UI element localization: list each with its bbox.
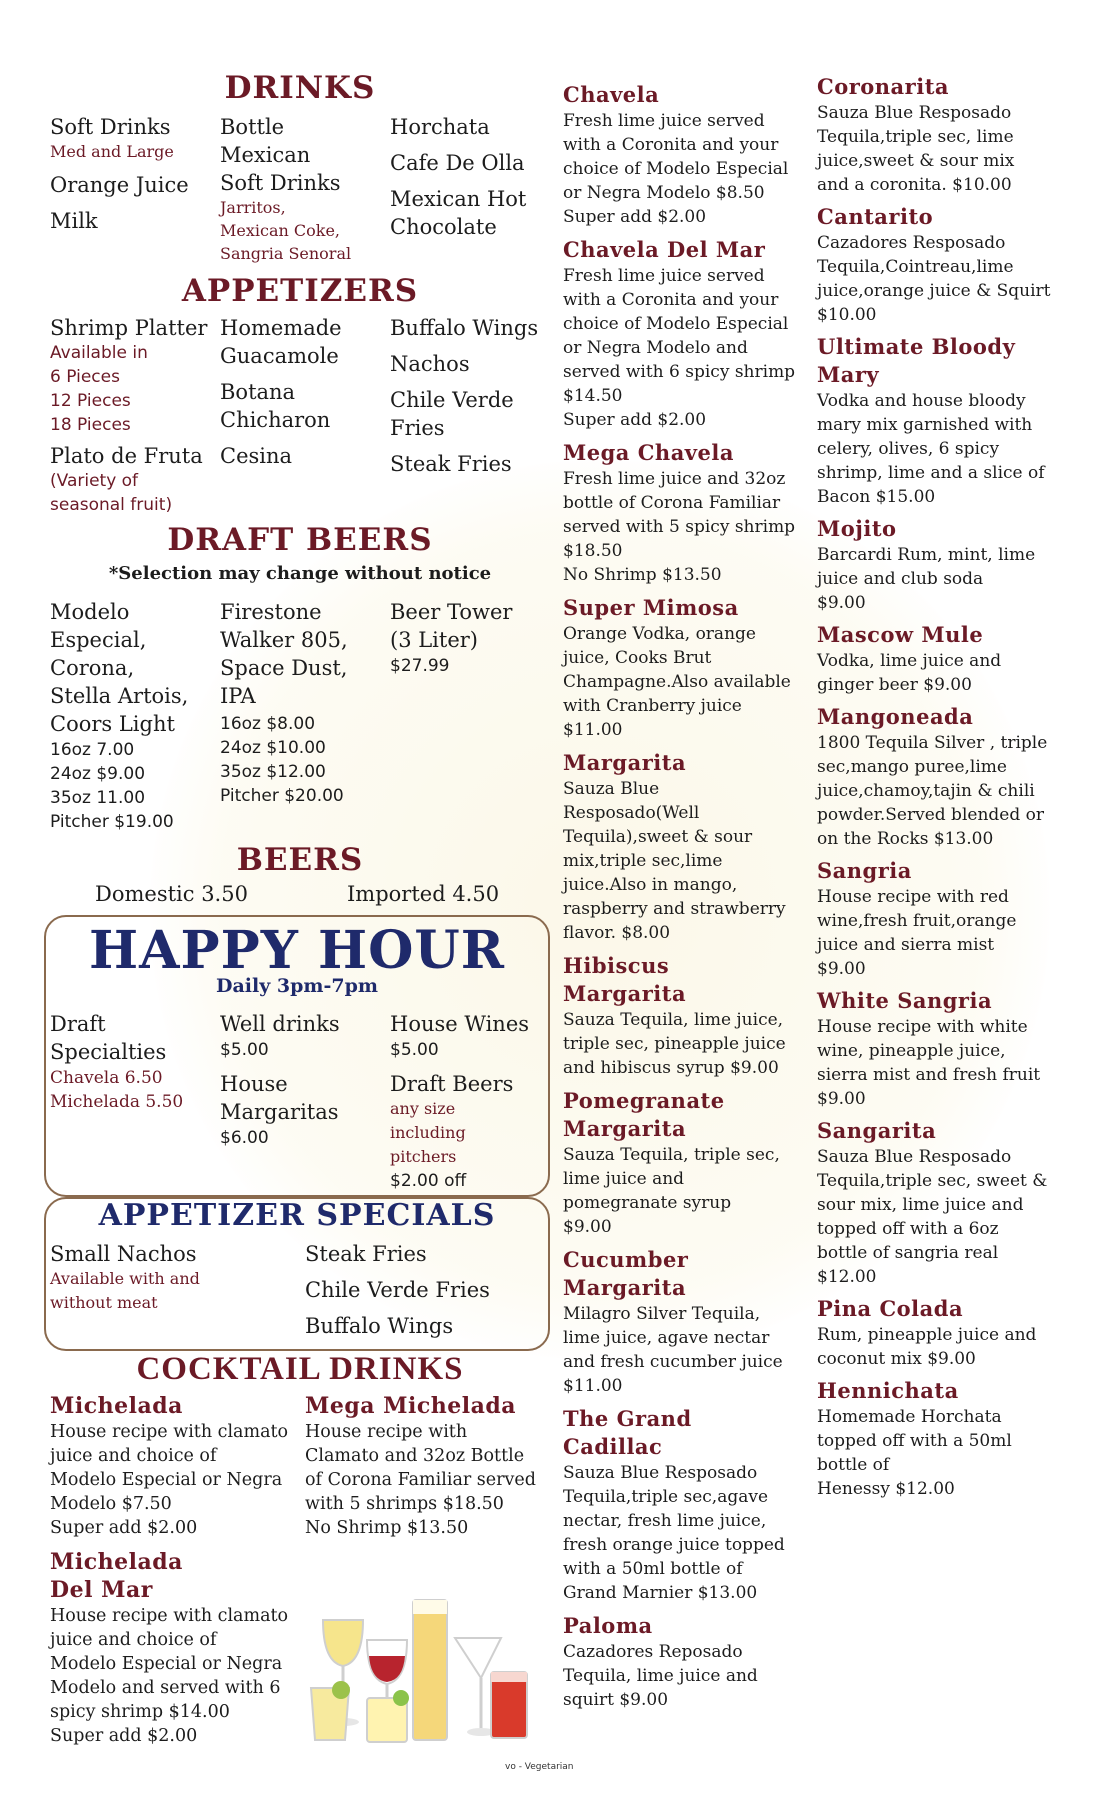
cocktail-item bbox=[563, 594, 833, 742]
cocktail-item-name: Sangarita bbox=[817, 1118, 937, 1143]
cocktail-item-desc: $9.00 bbox=[817, 1089, 866, 1109]
drinks-soft-drinks: Soft Drinks bbox=[50, 115, 171, 139]
drinks-cafe-de-olla: Cafe De Olla bbox=[390, 151, 525, 175]
cocktail-item-desc: juice and sierra mist bbox=[817, 935, 995, 955]
hh-chavela-text: Chavela 6.50 bbox=[50, 1068, 163, 1088]
cocktail-item-desc: Fresh lime juice served bbox=[563, 111, 765, 131]
cocktail-item-desc: or Negra Modelo $8.50 bbox=[563, 183, 765, 203]
cocktail-item-name: Super Mimosa bbox=[563, 595, 739, 620]
cocktail-item-desc: Bacon $15.00 bbox=[817, 487, 936, 507]
beers-title: BEERS bbox=[236, 842, 364, 878]
cocktail-item bbox=[563, 749, 833, 945]
cocktail-item-desc: bottle of sangria real bbox=[817, 1243, 999, 1263]
cocktail-item-desc: on the Rocks $13.00 bbox=[817, 829, 994, 849]
draft-ipa: IPA bbox=[220, 684, 256, 708]
cocktail-item-desc: $9.00 bbox=[817, 593, 866, 613]
happy-hour-title: HAPPY HOUR bbox=[89, 920, 505, 981]
cocktail-item-desc: juice,chamoy,tajin & chili bbox=[817, 781, 1035, 801]
hh-specialties: Specialties bbox=[50, 1040, 167, 1064]
cocktail-column-3 bbox=[563, 81, 833, 1719]
cocktail-item-desc: topped off with a 6oz bbox=[817, 1219, 999, 1239]
cocktail-item bbox=[817, 857, 1107, 981]
cocktail-item-desc: Resposado(Well bbox=[563, 803, 700, 823]
hh-including: including bbox=[390, 1123, 466, 1142]
cocktail-item-desc: choice of Modelo Especial bbox=[563, 159, 789, 179]
appetizers-title: APPETIZERS bbox=[181, 273, 419, 309]
cocktail-item bbox=[817, 1295, 1107, 1371]
hh-well-price: $5.00 bbox=[220, 1040, 269, 1060]
shrimp-available: Available in bbox=[50, 343, 148, 363]
cocktail-item-desc: served with 5 spicy shrimp bbox=[563, 517, 796, 537]
hh-house-wines-price: $5.00 bbox=[390, 1040, 439, 1060]
draft-col2-price-pitcher: Pitcher $20.00 bbox=[220, 786, 344, 806]
cocktail-item-desc: juice.Also in mango, bbox=[563, 875, 738, 895]
cocktail-item-desc: $10.00 bbox=[817, 305, 877, 325]
drinks-jarritos: Jarritos, bbox=[220, 198, 286, 217]
cocktail-item-name: Pina Colada bbox=[817, 1296, 964, 1321]
cocktail-item-desc: Cazadores Resposado bbox=[817, 233, 1006, 253]
cocktail-item-desc: powder.Served blended or bbox=[817, 805, 1044, 825]
drinks-horchata: Horchata bbox=[390, 115, 490, 139]
beers-imported: Imported 4.50 bbox=[347, 882, 500, 906]
cocktail-mdm-desc-1: House recipe with clamato bbox=[50, 1606, 289, 1626]
draft-firestone: Firestone bbox=[220, 600, 322, 624]
cocktail-item-desc: lime juice and bbox=[563, 1169, 685, 1189]
draft-col2-price-35: 35oz $12.00 bbox=[220, 762, 326, 782]
cocktail-michelada-desc-2: juice and choice of bbox=[50, 1446, 217, 1466]
draft-stella: Stella Artois, bbox=[50, 684, 189, 708]
appetizer-specials-title: APPETIZER SPECIALS bbox=[98, 1198, 496, 1233]
cocktail-item-name: Chavela Del Mar bbox=[563, 237, 766, 262]
cocktail-item-desc: wine,fresh fruit,orange bbox=[817, 911, 1017, 931]
shrimp-6: 6 Pieces bbox=[50, 367, 120, 387]
cocktail-item-desc: $14.50 bbox=[563, 386, 623, 406]
draft-note: *Selection may change without notice bbox=[108, 563, 492, 584]
cocktail-item-desc: celery, olives, 6 spicy bbox=[817, 439, 1000, 459]
appetizer-chile-verde: Chile Verde bbox=[390, 388, 514, 412]
cocktail-item-desc: Milagro Silver Tequila, bbox=[563, 1304, 761, 1324]
cocktail-item-desc: and a coronita. $10.00 bbox=[817, 175, 1012, 195]
cocktail-item-name: Hennichata bbox=[817, 1378, 959, 1403]
cocktail-item-desc: mary mix garnished with bbox=[817, 415, 1033, 435]
specials-without-meat: without meat bbox=[50, 1293, 158, 1312]
cocktail-item-desc: juice,orange juice & Squirt bbox=[817, 281, 1051, 301]
draft-beer-tower: Beer Tower bbox=[390, 600, 513, 624]
fruta-seasonal: seasonal fruit) bbox=[50, 495, 173, 515]
drinks-mexican: Mexican bbox=[220, 143, 311, 167]
cocktail-item-extra: No Shrimp $13.50 bbox=[563, 565, 722, 585]
drinks-mexican-hot: Mexican Hot bbox=[390, 187, 527, 211]
cocktail-item-name: Mega Chavela bbox=[563, 440, 734, 465]
cocktail-item bbox=[817, 515, 1107, 615]
specials-small-nachos: Small Nachos bbox=[50, 1242, 197, 1266]
draft-beers-title: DRAFT BEERS bbox=[167, 522, 433, 558]
cocktail-item-desc: Sauza Blue Resposado bbox=[563, 1463, 758, 1483]
cocktail-michelada-del-mar-title-2: Del Mar bbox=[50, 1577, 153, 1603]
cocktail-item-desc: Orange Vodka, orange bbox=[563, 624, 756, 644]
hh-margaritas-price: $6.00 bbox=[220, 1128, 269, 1148]
cocktail-item bbox=[817, 703, 1107, 851]
drinks-sangria-senoral: Sangria Senoral bbox=[220, 244, 352, 263]
cocktail-michelada-desc-3: Modelo Especial or Negra bbox=[50, 1470, 283, 1490]
cocktail-item-desc: choice of Modelo Especial bbox=[563, 314, 789, 334]
cocktail-item-desc: Tequila),sweet & sour bbox=[563, 827, 753, 847]
cocktail-item-name: Hibiscus bbox=[563, 953, 670, 978]
appetizer-steak-fries: Steak Fries bbox=[390, 452, 512, 476]
cocktail-item-name: Mary bbox=[817, 362, 880, 387]
cocktail-item-desc: topped off with a 50ml bbox=[817, 1431, 1012, 1451]
cocktail-item-desc: Champagne.Also available bbox=[563, 672, 791, 692]
shrimp-12: 12 Pieces bbox=[50, 391, 131, 411]
cocktail-item-desc: pomegranate syrup bbox=[563, 1193, 732, 1213]
cocktail-item-desc: shrimp, lime and a slice of bbox=[817, 463, 1045, 483]
cocktail-item-desc: bottle of Corona Familiar bbox=[563, 493, 781, 513]
cocktail-item bbox=[563, 236, 833, 432]
cocktail-item-name: Coronarita bbox=[817, 74, 950, 99]
draft-col1-price-pitcher: Pitcher $19.00 bbox=[50, 812, 174, 832]
cocktail-item-desc: Tequila,triple sec, lime bbox=[817, 127, 1014, 147]
cocktail-item-desc: Fresh lime juice and 32oz bbox=[563, 469, 786, 489]
cocktail-item-name: Margarita bbox=[563, 1116, 687, 1141]
cocktail-item-desc: served with 6 spicy shrimp bbox=[563, 362, 796, 382]
cocktail-mdm-desc-4: Modelo and served with 6 bbox=[50, 1678, 281, 1698]
cocktail-item-desc: mix,triple sec,lime bbox=[563, 851, 723, 871]
cocktail-item-desc: Sauza Blue bbox=[563, 779, 660, 799]
cocktail-item-name: Cadillac bbox=[563, 1434, 663, 1459]
appetizer-nachos: Nachos bbox=[390, 352, 470, 376]
appetizer-cesina: Cesina bbox=[220, 444, 293, 468]
cocktail-item bbox=[563, 439, 833, 587]
cocktail-item-desc: Vodka and house bloody bbox=[817, 391, 1026, 411]
draft-col1-price-24: 24oz $9.00 bbox=[50, 764, 146, 784]
specials-available: Available with and bbox=[50, 1269, 200, 1288]
cocktail-item bbox=[563, 1405, 833, 1605]
cocktail-item-desc: coconut mix $9.00 bbox=[817, 1349, 976, 1369]
cocktail-mdm-desc-5: spicy shrimp $14.00 bbox=[50, 1702, 230, 1722]
drinks-chocolate: Chocolate bbox=[390, 215, 497, 239]
appetizer-shrimp-platter: Shrimp Platter bbox=[50, 316, 208, 340]
appetizer-chicharon: Chicharon bbox=[220, 408, 331, 432]
cocktail-column-4 bbox=[817, 73, 1107, 1507]
draft-space-dust: Space Dust, bbox=[220, 656, 348, 680]
cocktail-item-desc: lime juice, agave nectar bbox=[563, 1328, 770, 1348]
appetizer-buffalo-wings: Buffalo Wings bbox=[390, 316, 539, 340]
cocktail-michelada-title: Michelada bbox=[50, 1393, 183, 1419]
hh-michelada bbox=[50, 1090, 183, 1114]
cocktail-item-desc: with a 50ml bottle of bbox=[563, 1559, 743, 1579]
cocktail-item-desc: or Negra Modelo and bbox=[563, 338, 748, 358]
cocktail-item bbox=[563, 952, 833, 1080]
cocktail-item-name: Cucumber bbox=[563, 1247, 689, 1272]
cocktail-item-desc: Tequila,triple sec,agave bbox=[563, 1487, 769, 1507]
cocktail-item-desc: Vodka, lime juice and bbox=[817, 651, 1002, 671]
cocktail-item bbox=[563, 1087, 833, 1239]
cocktail-michelada-extra: Super add $2.00 bbox=[50, 1518, 198, 1538]
happy-hour-subtitle: Daily 3pm-7pm bbox=[216, 975, 378, 997]
cocktail-item-name: Margarita bbox=[563, 1275, 687, 1300]
drinks-milk: Milk bbox=[50, 209, 98, 233]
cocktail-mdm-desc-3: Modelo Especial or Negra bbox=[50, 1654, 283, 1674]
cocktail-item-desc: juice and club soda bbox=[817, 569, 984, 589]
cocktail-michelada-desc-4: Modelo $7.50 bbox=[50, 1494, 172, 1514]
cocktail-item-desc: Fresh lime juice served bbox=[563, 266, 765, 286]
cocktail-item-name: Paloma bbox=[563, 1613, 653, 1638]
cocktail-item-desc: 1800 Tequila Silver , triple bbox=[817, 733, 1048, 753]
cocktail-item-name: Sangria bbox=[817, 858, 912, 883]
cocktail-item-desc: sec,mango puree,lime bbox=[817, 757, 1007, 777]
cocktail-item-desc: Sauza Tequila, triple sec, bbox=[563, 1145, 780, 1165]
cocktail-item-desc: Grand Marnier $13.00 bbox=[563, 1583, 758, 1603]
appetizer-homemade: Homemade bbox=[220, 316, 342, 340]
draft-especial: Especial, bbox=[50, 628, 147, 652]
cocktail-item bbox=[563, 81, 833, 229]
cocktail-item-desc: and hibiscus syrup $9.00 bbox=[563, 1058, 779, 1078]
cocktail-item-desc: bottle of bbox=[817, 1455, 890, 1475]
cocktail-item-desc: House recipe with white bbox=[817, 1017, 1028, 1037]
cocktail-item-name: Cantarito bbox=[817, 204, 934, 229]
cocktail-item bbox=[817, 987, 1107, 1111]
cocktail-item-desc: wine, pineapple juice, bbox=[817, 1041, 1006, 1061]
cocktail-item-desc: and fresh cucumber juice bbox=[563, 1352, 783, 1372]
cocktail-item-name: Margarita bbox=[563, 750, 687, 775]
cocktail-item-desc: Tequila,triple sec, sweet & bbox=[817, 1171, 1048, 1191]
hh-draft-price: $2.00 off bbox=[390, 1171, 467, 1191]
hh-house: House bbox=[220, 1072, 288, 1096]
shrimp-18: 18 Pieces bbox=[50, 415, 131, 435]
cocktail-item-desc: flavor. $8.00 bbox=[563, 923, 671, 943]
cocktail-item bbox=[817, 1377, 1107, 1501]
appetizer-botana: Botana bbox=[220, 380, 296, 404]
cocktail-item-desc: squirt $9.00 bbox=[563, 1690, 669, 1710]
cocktail-item-desc: fresh orange juice topped bbox=[563, 1535, 785, 1555]
cocktail-item-desc: Cazadores Reposado bbox=[563, 1642, 743, 1662]
cocktail-item-desc: Sauza Blue Resposado bbox=[817, 1147, 1012, 1167]
cocktail-item-desc: $12.00 bbox=[817, 1267, 877, 1287]
cocktail-mdm-extra: Super add $2.00 bbox=[50, 1726, 198, 1746]
cocktail-item-desc: $11.00 bbox=[563, 1376, 623, 1396]
cocktail-item-name: Mangoneada bbox=[817, 704, 974, 729]
draft-coors: Coors Light bbox=[50, 712, 175, 736]
cocktail-item-desc: with Cranberry juice bbox=[563, 696, 742, 716]
cocktail-michelada-del-mar-title-1: Michelada bbox=[50, 1549, 183, 1575]
cocktail-item-desc: Tequila,Cointreau,lime bbox=[817, 257, 1014, 277]
draft-col1-price-35: 35oz 11.00 bbox=[50, 788, 146, 808]
cocktail-item-name: The Grand bbox=[563, 1406, 692, 1431]
cocktail-item bbox=[817, 203, 1107, 327]
cocktail-item-desc: ginger beer $9.00 bbox=[817, 675, 972, 695]
cocktail-item-desc: nectar, fresh lime juice, bbox=[563, 1511, 767, 1531]
hh-draft: Draft bbox=[50, 1012, 106, 1036]
draft-col1-price-16: 16oz 7.00 bbox=[50, 740, 135, 760]
draft-col2-price-16: 16oz $8.00 bbox=[220, 714, 316, 734]
cocktail-item-desc: Henessy $12.00 bbox=[817, 1479, 955, 1499]
drinks-orange-juice: Orange Juice bbox=[50, 173, 189, 197]
cocktail-item-name: White Sangria bbox=[817, 988, 993, 1013]
hh-any-size: any size bbox=[390, 1099, 456, 1118]
drinks-bottle: Bottle bbox=[220, 115, 285, 139]
cocktail-mega-michelada-desc-1: House recipe with bbox=[305, 1422, 468, 1442]
cocktail-item bbox=[817, 621, 1107, 697]
hh-pitchers: pitchers bbox=[390, 1147, 457, 1166]
cocktail-mega-michelada-desc-2: Clamato and 32oz Bottle bbox=[305, 1446, 525, 1466]
cocktail-michelada-desc-1: House recipe with clamato bbox=[50, 1422, 289, 1442]
draft-modelo: Modelo bbox=[50, 600, 130, 624]
cocktail-item-desc: with a Coronita and your bbox=[563, 135, 779, 155]
cocktail-mdm-desc-2: juice and choice of bbox=[50, 1630, 217, 1650]
cocktail-mega-michelada-title: Mega Michelada bbox=[305, 1393, 516, 1419]
cocktail-item-name: Margarita bbox=[563, 981, 687, 1006]
draft-3-liter: (3 Liter) bbox=[390, 628, 478, 652]
hh-chavela bbox=[50, 1066, 163, 1090]
cocktail-item-desc: Sauza Blue Resposado bbox=[817, 103, 1012, 123]
cocktail-mega-michelada-extra: No Shrimp $13.50 bbox=[305, 1518, 469, 1538]
drinks-title: DRINKS bbox=[224, 70, 376, 106]
cocktail-item-desc: House recipe with red bbox=[817, 887, 1009, 907]
specials-steak-fries: Steak Fries bbox=[305, 1242, 427, 1266]
cocktail-item-desc: $18.50 bbox=[563, 541, 623, 561]
cocktail-title: COCKTAIL DRINKS bbox=[136, 1351, 464, 1387]
appetizer-guacamole: Guacamole bbox=[220, 344, 339, 368]
cocktail-item-desc: Tequila, lime juice and bbox=[563, 1666, 758, 1686]
cocktail-item-desc: triple sec, pineapple juice bbox=[563, 1034, 786, 1054]
draft-beer-tower-price: $27.99 bbox=[390, 656, 450, 676]
cocktail-item-name: Chavela bbox=[563, 82, 660, 107]
cocktail-item-desc: raspberry and strawberry bbox=[563, 899, 786, 919]
cocktail-item-name: Mojito bbox=[817, 516, 897, 541]
beers-domestic: Domestic 3.50 bbox=[95, 882, 248, 906]
fruta-variety: (Variety of bbox=[50, 471, 139, 491]
cocktail-item-desc: sour mix, lime juice and bbox=[817, 1195, 1024, 1215]
cocktail-item bbox=[817, 73, 1107, 197]
cocktail-item-desc: $9.00 bbox=[817, 959, 866, 979]
cocktail-item-name: Pomegranate bbox=[563, 1088, 725, 1113]
cocktail-item bbox=[563, 1612, 833, 1712]
cocktail-item-desc: Barcardi Rum, mint, lime bbox=[817, 545, 1036, 565]
hh-draft-beers: Draft Beers bbox=[390, 1072, 514, 1096]
draft-col2-price-24: 24oz $10.00 bbox=[220, 738, 326, 758]
cocktail-item bbox=[817, 333, 1107, 509]
cocktail-item-desc: Sauza Tequila, lime juice, bbox=[563, 1010, 784, 1030]
drinks-soft-drinks-sizes: Med and Large bbox=[50, 142, 174, 161]
cocktail-item-desc: juice, Cooks Brut bbox=[563, 648, 712, 668]
appetizer-plato-de-fruta: Plato de Fruta bbox=[50, 444, 203, 468]
cocktail-mega-michelada-desc-3: of Corona Familiar served bbox=[305, 1470, 536, 1490]
cocktail-item-desc: $9.00 bbox=[563, 1217, 612, 1237]
cocktail-item-desc: sierra mist and fresh fruit bbox=[817, 1065, 1041, 1085]
hh-well-drinks: Well drinks bbox=[220, 1012, 340, 1036]
drinks-soft-drinks-2: Soft Drinks bbox=[220, 171, 341, 195]
cocktail-item-desc: $11.00 bbox=[563, 720, 623, 740]
appetizer-fries: Fries bbox=[390, 416, 445, 440]
cocktail-item-extra: Super add $2.00 bbox=[563, 410, 707, 430]
cocktail-item-desc: Homemade Horchata bbox=[817, 1407, 1002, 1427]
cocktail-item-extra: Super add $2.00 bbox=[563, 207, 707, 227]
specials-buffalo-wings: Buffalo Wings bbox=[305, 1314, 454, 1338]
draft-corona: Corona, bbox=[50, 656, 135, 680]
cocktail-mega-michelada-desc-4: with 5 shrimps $18.50 bbox=[305, 1494, 504, 1514]
cocktail-item-name: Mascow Mule bbox=[817, 622, 984, 647]
hh-margaritas: Margaritas bbox=[220, 1100, 339, 1124]
cocktail-item-name: Ultimate Bloody bbox=[817, 334, 1016, 359]
cocktail-item-desc: Rum, pineapple juice and bbox=[817, 1325, 1037, 1345]
specials-chile-verde-fries: Chile Verde Fries bbox=[305, 1278, 490, 1302]
footer-vegetarian-note: vo - Vegetarian bbox=[505, 1762, 574, 1772]
cocktail-item bbox=[817, 1117, 1107, 1289]
drinks-mexican-coke: Mexican Coke, bbox=[220, 221, 341, 240]
draft-walker: Walker 805, bbox=[220, 628, 348, 652]
cocktail-item bbox=[563, 1246, 833, 1398]
hh-house-wines: House Wines bbox=[390, 1012, 530, 1036]
hh-michelada-text: Michelada 5.50 bbox=[50, 1092, 184, 1112]
cocktail-glasses-illustration bbox=[305, 1580, 535, 1755]
cocktail-item-desc: juice,sweet & sour mix bbox=[817, 151, 1015, 171]
cocktail-item-desc: with a Coronita and your bbox=[563, 290, 779, 310]
